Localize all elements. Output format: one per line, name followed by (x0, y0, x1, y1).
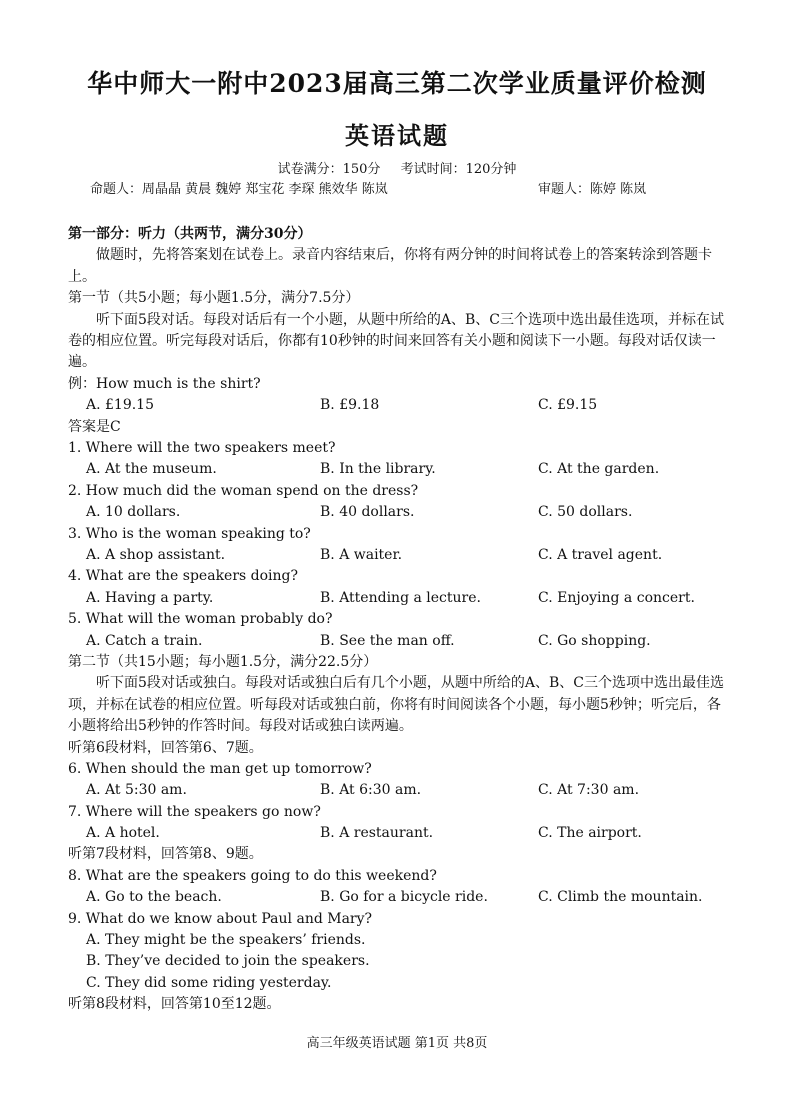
option-c: C. At the garden. (538, 461, 660, 478)
option-c: C. 50 dollars. (538, 504, 633, 521)
option-a: A. A hotel. (86, 825, 160, 842)
question-9-option-a: A. They might be the speakers’ friends. (86, 932, 366, 949)
section1-heading: 第一节（共5小题；每小题1.5分，满分7.5分） (68, 290, 360, 307)
option-b: B. A waiter. (320, 546, 403, 563)
material-6-instruction: 听第6段材料，回答第6、7题。 (68, 739, 263, 756)
part1-intro: 做题时，先将答案划在试卷上。录音内容结束后，你将有两分钟的时间将试卷上的答案转涂到答题卡上。 (68, 247, 712, 285)
exam-subtitle: 英语试题 (345, 121, 449, 150)
option-c: C. Enjoying a concert. (538, 589, 695, 606)
option-c: C. Go shopping. (538, 632, 651, 649)
exam-meta (0, 158, 794, 177)
question-9: 9. What do we know about Paul and Mary? (68, 910, 373, 927)
option-b: B. Go for a bicycle ride. (320, 889, 488, 906)
section2-intro: 听下面5段对话或独白。每段对话或独白后有几个小题，从题中所给的A、B、C三个选项中选出最佳选项，并标在试卷的相应位置。听每段对话或独白前，你将有时间阅读各个小题，每小题5秒钟；听完后，各小题将给出5秒钟的作答时间。每段对话或独白读两遍。 (68, 675, 725, 735)
option-a: A. £19.15 (86, 397, 154, 414)
score-info: 试卷满分：150分 (277, 162, 381, 177)
question-7-options (68, 823, 728, 844)
section2-heading: 第二节（共15小题；每小题1.5分，满分22.5分） (68, 653, 378, 670)
material-8-instruction: 听第8段材料，回答第10至12题。 (68, 996, 281, 1013)
option-c: C. The airport. (538, 825, 642, 842)
option-c: C. A travel agent. (538, 546, 663, 563)
option-b: B. See the man off. (320, 632, 455, 649)
question-8: 8. What are the speakers going to do this weekend? (68, 867, 437, 884)
option-b: B. In the library. (320, 461, 436, 478)
option-b: B. At 6:30 am. (320, 782, 422, 799)
example-answer: 答案是C (68, 418, 121, 435)
authors: 命题人：周晶晶 黄晨 魏婷 郑宝花 李琛 熊效华 陈岚 (90, 182, 388, 197)
exam-title: 华中师大一附中2023届高三第二次学业质量评价检测 (87, 69, 707, 98)
question-7: 7. Where will the speakers go now? (68, 803, 321, 820)
option-a: A. At 5:30 am. (86, 782, 187, 799)
question-4-options (68, 588, 728, 609)
option-a: A. A shop assistant. (86, 546, 226, 563)
question-9-option-b: B. They’ve decided to join the speakers. (86, 953, 370, 970)
question-8-options (68, 887, 728, 908)
question-2: 2. How much did the woman spend on the dress? (68, 482, 419, 499)
question-6-options (68, 780, 728, 801)
question-9-option-c: C. They did some riding yesterday. (86, 974, 332, 991)
question-1: 1. Where will the two speakers meet? (68, 439, 336, 456)
example-options (68, 395, 728, 416)
material-7-instruction: 听第7段材料，回答第8、9题。 (68, 846, 263, 863)
question-2-options (68, 502, 728, 523)
option-c: C. At 7:30 am. (538, 782, 640, 799)
question-4: 4. What are the speakers doing? (68, 568, 299, 585)
section1-intro: 听下面5段对话。每段对话后有一个小题，从题中所给的A、B、C三个选项中选出最佳选项，并标在试卷的相应位置。听完每段对话后，你都有10秒钟的时间来回答有关小题和阅读下一小题。每段对话仅读一遍。 (68, 311, 725, 371)
time-info: 考试时间：120分钟 (400, 162, 517, 177)
example-question: 例：How much is the shirt? (68, 375, 261, 392)
exam-body (68, 224, 728, 1016)
option-a: A. Having a party. (86, 589, 214, 606)
page-footer: 高三年级英语试题 第1页 共8页 (306, 1036, 488, 1051)
reviewers: 审题人：陈婷 陈岚 (538, 182, 647, 197)
option-a: A. Go to the beach. (86, 889, 222, 906)
option-a: A. At the museum. (86, 461, 217, 478)
option-c: C. £9.15 (538, 397, 598, 414)
question-5: 5. What will the woman probably do? (68, 611, 333, 628)
part1-heading: 第一部分：听力（共两节，满分30分） (68, 226, 312, 242)
option-b: B. A restaurant. (320, 825, 434, 842)
question-6: 6. When should the man get up tomorrow? (68, 760, 372, 777)
question-3-options (68, 545, 728, 566)
option-b: B. £9.18 (320, 397, 380, 414)
staff-info (90, 178, 647, 197)
option-b: B. 40 dollars. (320, 504, 415, 521)
option-c: C. Climb the mountain. (538, 889, 703, 906)
question-1-options (68, 459, 728, 480)
option-a: A. Catch a train. (86, 632, 203, 649)
option-a: A. 10 dollars. (86, 504, 181, 521)
question-5-options (68, 631, 728, 652)
question-3: 3. Who is the woman speaking to? (68, 525, 311, 542)
option-b: B. Attending a lecture. (320, 589, 481, 606)
